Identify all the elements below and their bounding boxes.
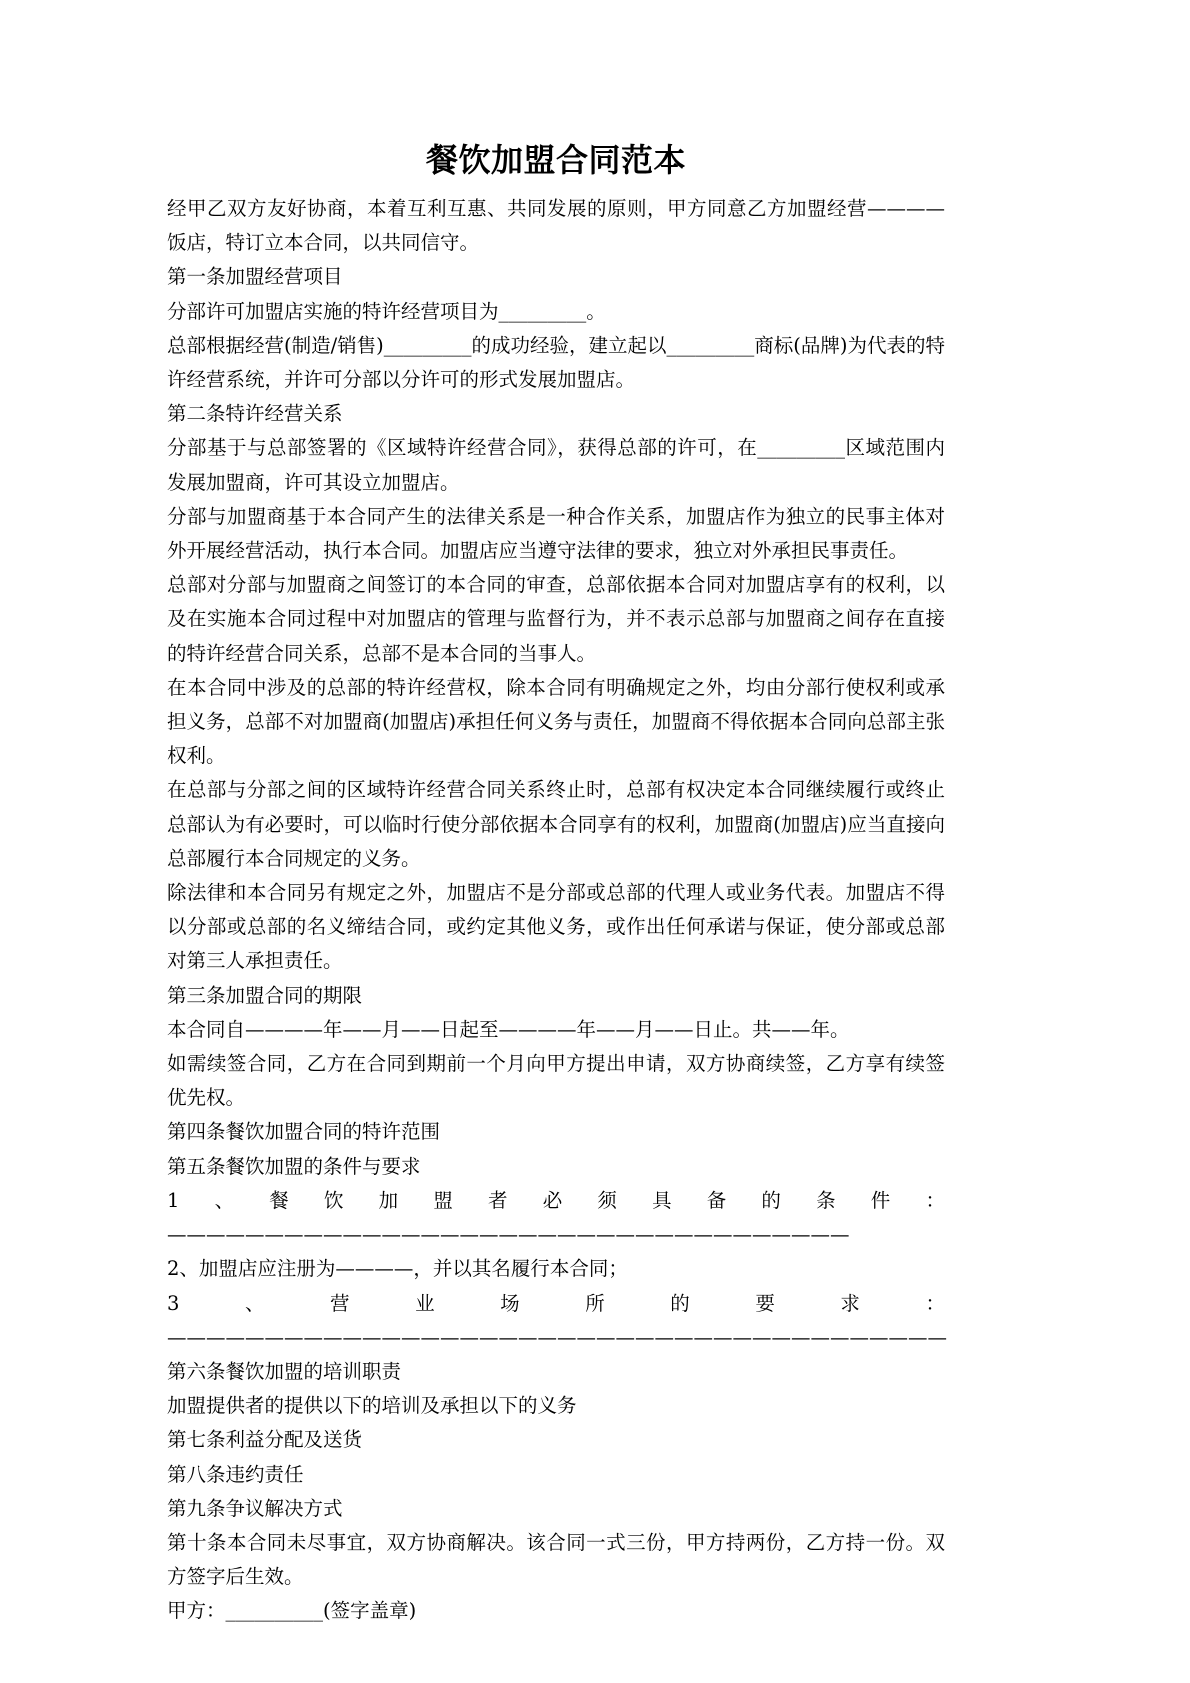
page-title: 餐饮加盟合同范本 bbox=[425, 141, 686, 179]
paragraph-article-3-line-2: 如需续签合同，乙方在合同到期前一个月向甲方提出申请，双方协商续签，乙方享有续签优先权。 bbox=[167, 1052, 945, 1110]
contract-body bbox=[167, 192, 945, 1629]
paragraph-article-3-line-1: 本合同自————年——月——日起至————年——月——日止。共——年。 bbox=[167, 1017, 850, 1041]
paragraph-article-2-line-5: 在总部与分部之间的区域特许经营合同关系终止时，总部有权决定本合同继续履行或终止总部认为有必要时，可以临时行使分部依据本合同享有的权利，加盟商(加盟店)应当直接向总部履行本合同规定的义务。 bbox=[167, 778, 945, 870]
paragraph-article-2-line-3: 总部对分部与加盟商之间签订的本合同的审查，总部依据本合同对加盟店享有的权利，以及在实施本合同过程中对加盟店的管理与监督行为，并不表示总部与加盟商之间存在直接的特许经营合同关系，总部不是本合同的当事人。 bbox=[167, 573, 945, 665]
list-item-article-5-1: 1、餐饮加盟者必须具备的条件：——————————————————————————————————— bbox=[167, 1188, 945, 1247]
list-item-article-5-3: 3、营业场所的要求：———————————————————————————————————————— bbox=[167, 1291, 947, 1349]
paragraph-article-6-line-1: 加盟提供者的提供以下的培训及承担以下的义务 bbox=[167, 1394, 577, 1418]
paragraph-article-1-line-1: 分部许可加盟店实施的特许经营项目为_________。 bbox=[167, 299, 606, 323]
paragraph-article-2-line-6: 除法律和本合同另有规定之外，加盟店不是分部或总部的代理人或业务代表。加盟店不得以分部或总部的名义缔结合同，或约定其他义务，或作出任何承诺与保证，使分部或总部对第三人承担责任。 bbox=[167, 881, 945, 973]
heading-article-2: 第二条特许经营关系 bbox=[167, 402, 343, 426]
paragraph-article-1-line-2: 总部根据经营(制造/销售)_________的成功经验，建立起以_________商标(品牌)为代表的特许经营系统，并许可分部以分许可的形式发展加盟店。 bbox=[167, 333, 946, 392]
document-content bbox=[167, 140, 945, 1629]
heading-article-1: 第一条加盟经营项目 bbox=[167, 265, 343, 289]
heading-article-3: 第三条加盟合同的期限 bbox=[167, 983, 363, 1007]
heading-article-9: 第九条争议解决方式 bbox=[167, 1496, 343, 1520]
heading-article-6: 第六条餐饮加盟的培训职责 bbox=[167, 1359, 402, 1383]
paragraph-article-10-line-1: 第十条本合同未尽事宜，双方协商解决。该合同一式三份，甲方持两份，乙方持一份。双方签字后生效。 bbox=[167, 1530, 945, 1589]
heading-article-5: 第五条餐饮加盟的条件与要求 bbox=[167, 1154, 421, 1178]
heading-article-8: 第八条违约责任 bbox=[167, 1462, 304, 1486]
list-item-article-5-2: 2、加盟店应注册为————，并以其名履行本合同； bbox=[167, 1257, 628, 1281]
paragraph-article-2-line-2: 分部与加盟商基于本合同产生的法律关系是一种合作关系，加盟店作为独立的民事主体对外开展经营活动，执行本合同。加盟店应当遵守法律的要求，独立对外承担民事责任。 bbox=[167, 504, 945, 563]
heading-article-4: 第四条餐饮加盟合同的特许范围 bbox=[167, 1120, 441, 1144]
signature-line-party-a: 甲方：__________(签字盖章) bbox=[167, 1599, 417, 1623]
paragraph-article-2-line-4: 在本合同中涉及的总部的特许经营权，除本合同有明确规定之外，均由分部行使权利或承担义务，总部不对加盟商(加盟店)承担任何义务与责任，加盟商不得依据本合同向总部主张权利。 bbox=[167, 675, 945, 768]
paragraph-preamble: 经甲乙双方友好协商，本着互利互惠、共同发展的原则，甲方同意乙方加盟经营————饭店，特订立本合同，以共同信守。 bbox=[167, 197, 945, 255]
paragraph-article-2-line-1: 分部基于与总部签署的《区域特许经营合同》，获得总部的许可，在_________区域范围内发展加盟商，许可其设立加盟店。 bbox=[167, 436, 945, 494]
heading-article-7: 第七条利益分配及送货 bbox=[167, 1428, 363, 1452]
